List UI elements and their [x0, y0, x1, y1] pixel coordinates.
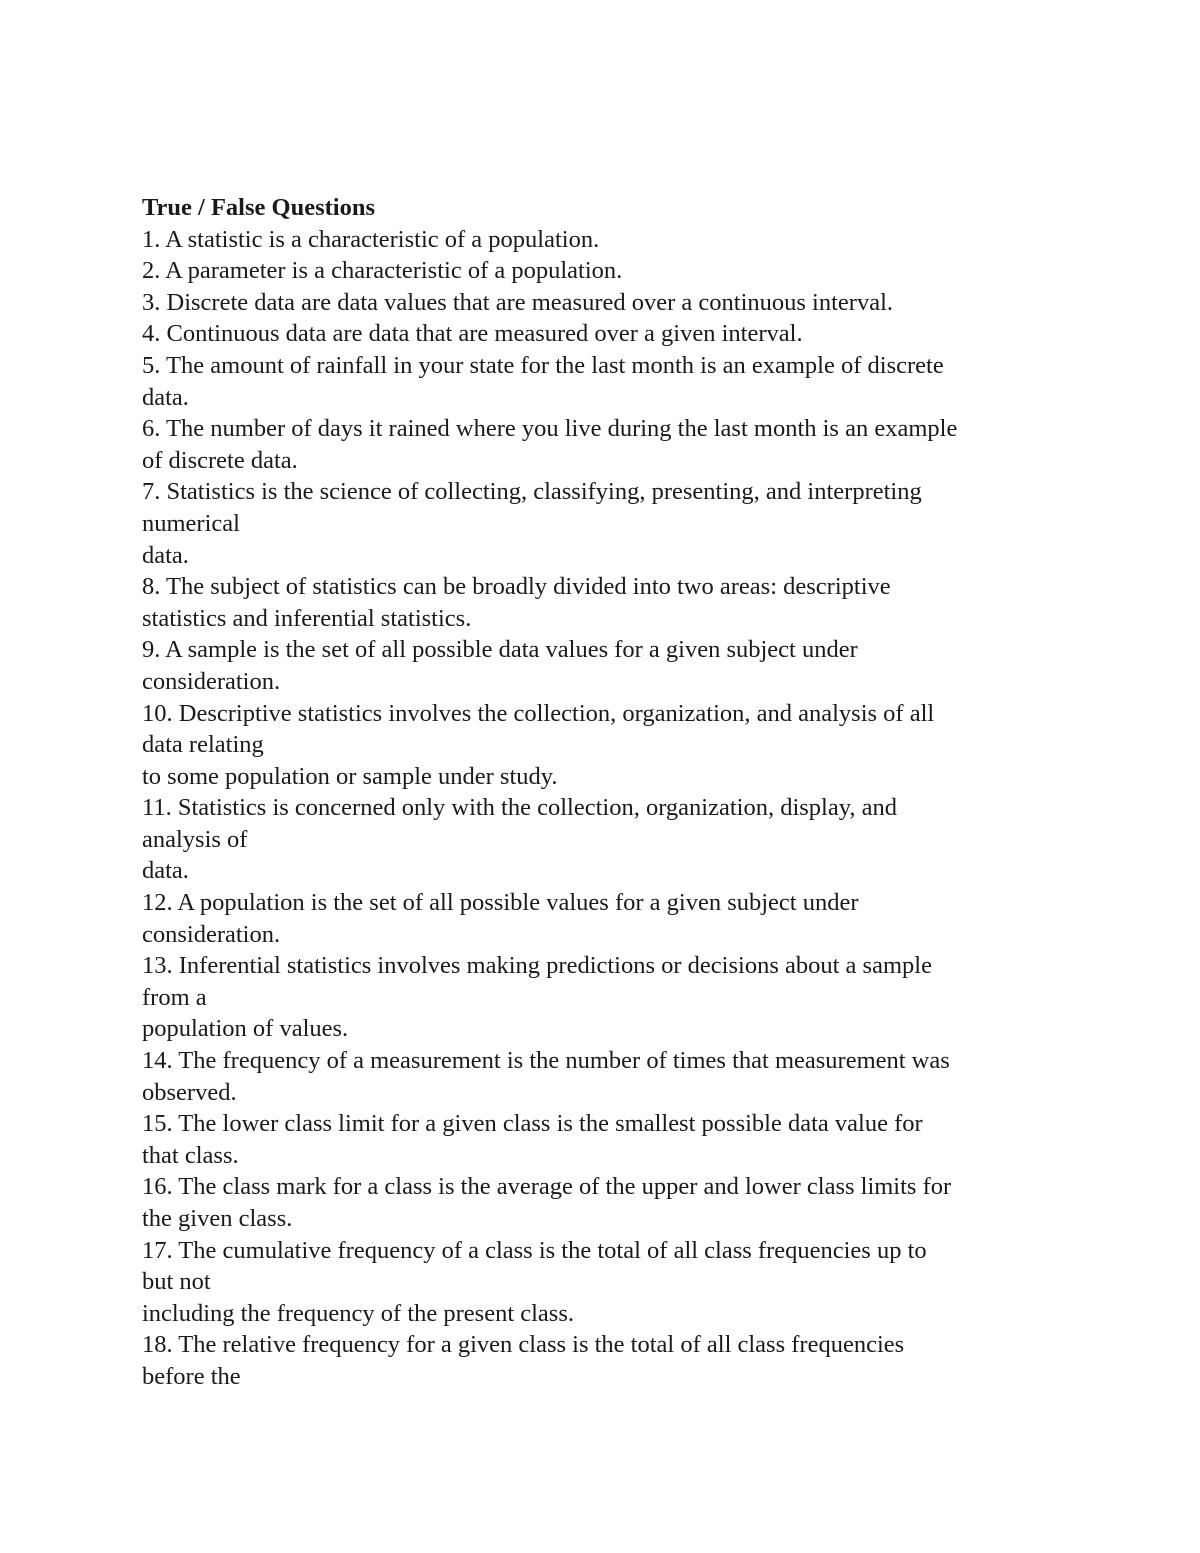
- text-line: observed.: [142, 1078, 237, 1106]
- text-line: 17. The cumulative frequency of a class is the total of all class frequencies up to: [142, 1236, 927, 1264]
- text-line: 4. Continuous data are data that are measured over a given interval.: [142, 320, 803, 348]
- text-line: statistics and inferential statistics.: [142, 604, 472, 632]
- text-line: 14. The frequency of a measurement is the number of times that measurement was: [142, 1047, 950, 1075]
- text-line: analysis of: [142, 825, 248, 853]
- text-line: consideration.: [142, 667, 281, 695]
- text-line: data.: [142, 857, 189, 885]
- text-line: that class.: [142, 1141, 239, 1169]
- text-line: 13. Inferential statistics involves making predictions or decisions about a sample: [142, 952, 932, 980]
- text-line: including the frequency of the present class.: [142, 1299, 575, 1327]
- text-line: 12. A population is the set of all possible values for a given subject under: [142, 889, 859, 917]
- text-line: but not: [142, 1268, 211, 1296]
- text-line: to some population or sample under study.: [142, 762, 558, 790]
- text-line: 15. The lower class limit for a given class is the smallest possible data value for: [142, 1110, 923, 1138]
- text-line: of discrete data.: [142, 446, 298, 474]
- text-line: data.: [142, 541, 189, 569]
- text-line: 10. Descriptive statistics involves the collection, organization, and analysis of all: [142, 699, 935, 727]
- text-line: from a: [142, 983, 207, 1011]
- text-line: data relating: [142, 731, 264, 759]
- text-line: 8. The subject of statistics can be broadly divided into two areas: descriptive: [142, 573, 891, 601]
- text-line: consideration.: [142, 920, 281, 948]
- text-line: the given class.: [142, 1205, 293, 1232]
- text-line: 6. The number of days it rained where you live during the last month is an example: [142, 415, 958, 443]
- text-line: 9. A sample is the set of all possible data values for a given subject under: [142, 636, 858, 664]
- text-line: population of values.: [142, 1015, 349, 1043]
- text-line: 16. The class mark for a class is the average of the upper and lower class limits for: [142, 1173, 952, 1201]
- text-line: 5. The amount of rainfall in your state for the last month is an example of discrete: [142, 351, 944, 379]
- text-line: 18. The relative frequency for a given class is the total of all class frequencies: [142, 1331, 905, 1359]
- document-heading: True / False Questions: [142, 194, 375, 221]
- text-line: 2. A parameter is a characteristic of a population.: [142, 257, 623, 285]
- text-line: 7. Statistics is the science of collecting, classifying, presenting, and interpreting: [142, 478, 922, 506]
- text-line: numerical: [142, 509, 240, 537]
- text-line: before the: [142, 1362, 241, 1390]
- text-line: 11. Statistics is concerned only with the collection, organization, display, and: [142, 794, 898, 822]
- text-line: 3. Discrete data are data values that are measured over a continuous interval.: [142, 288, 894, 316]
- text-line: data.: [142, 383, 189, 411]
- text-line: 1. A statistic is a characteristic of a population.: [142, 225, 600, 253]
- document-page: [142, 192, 1072, 1393]
